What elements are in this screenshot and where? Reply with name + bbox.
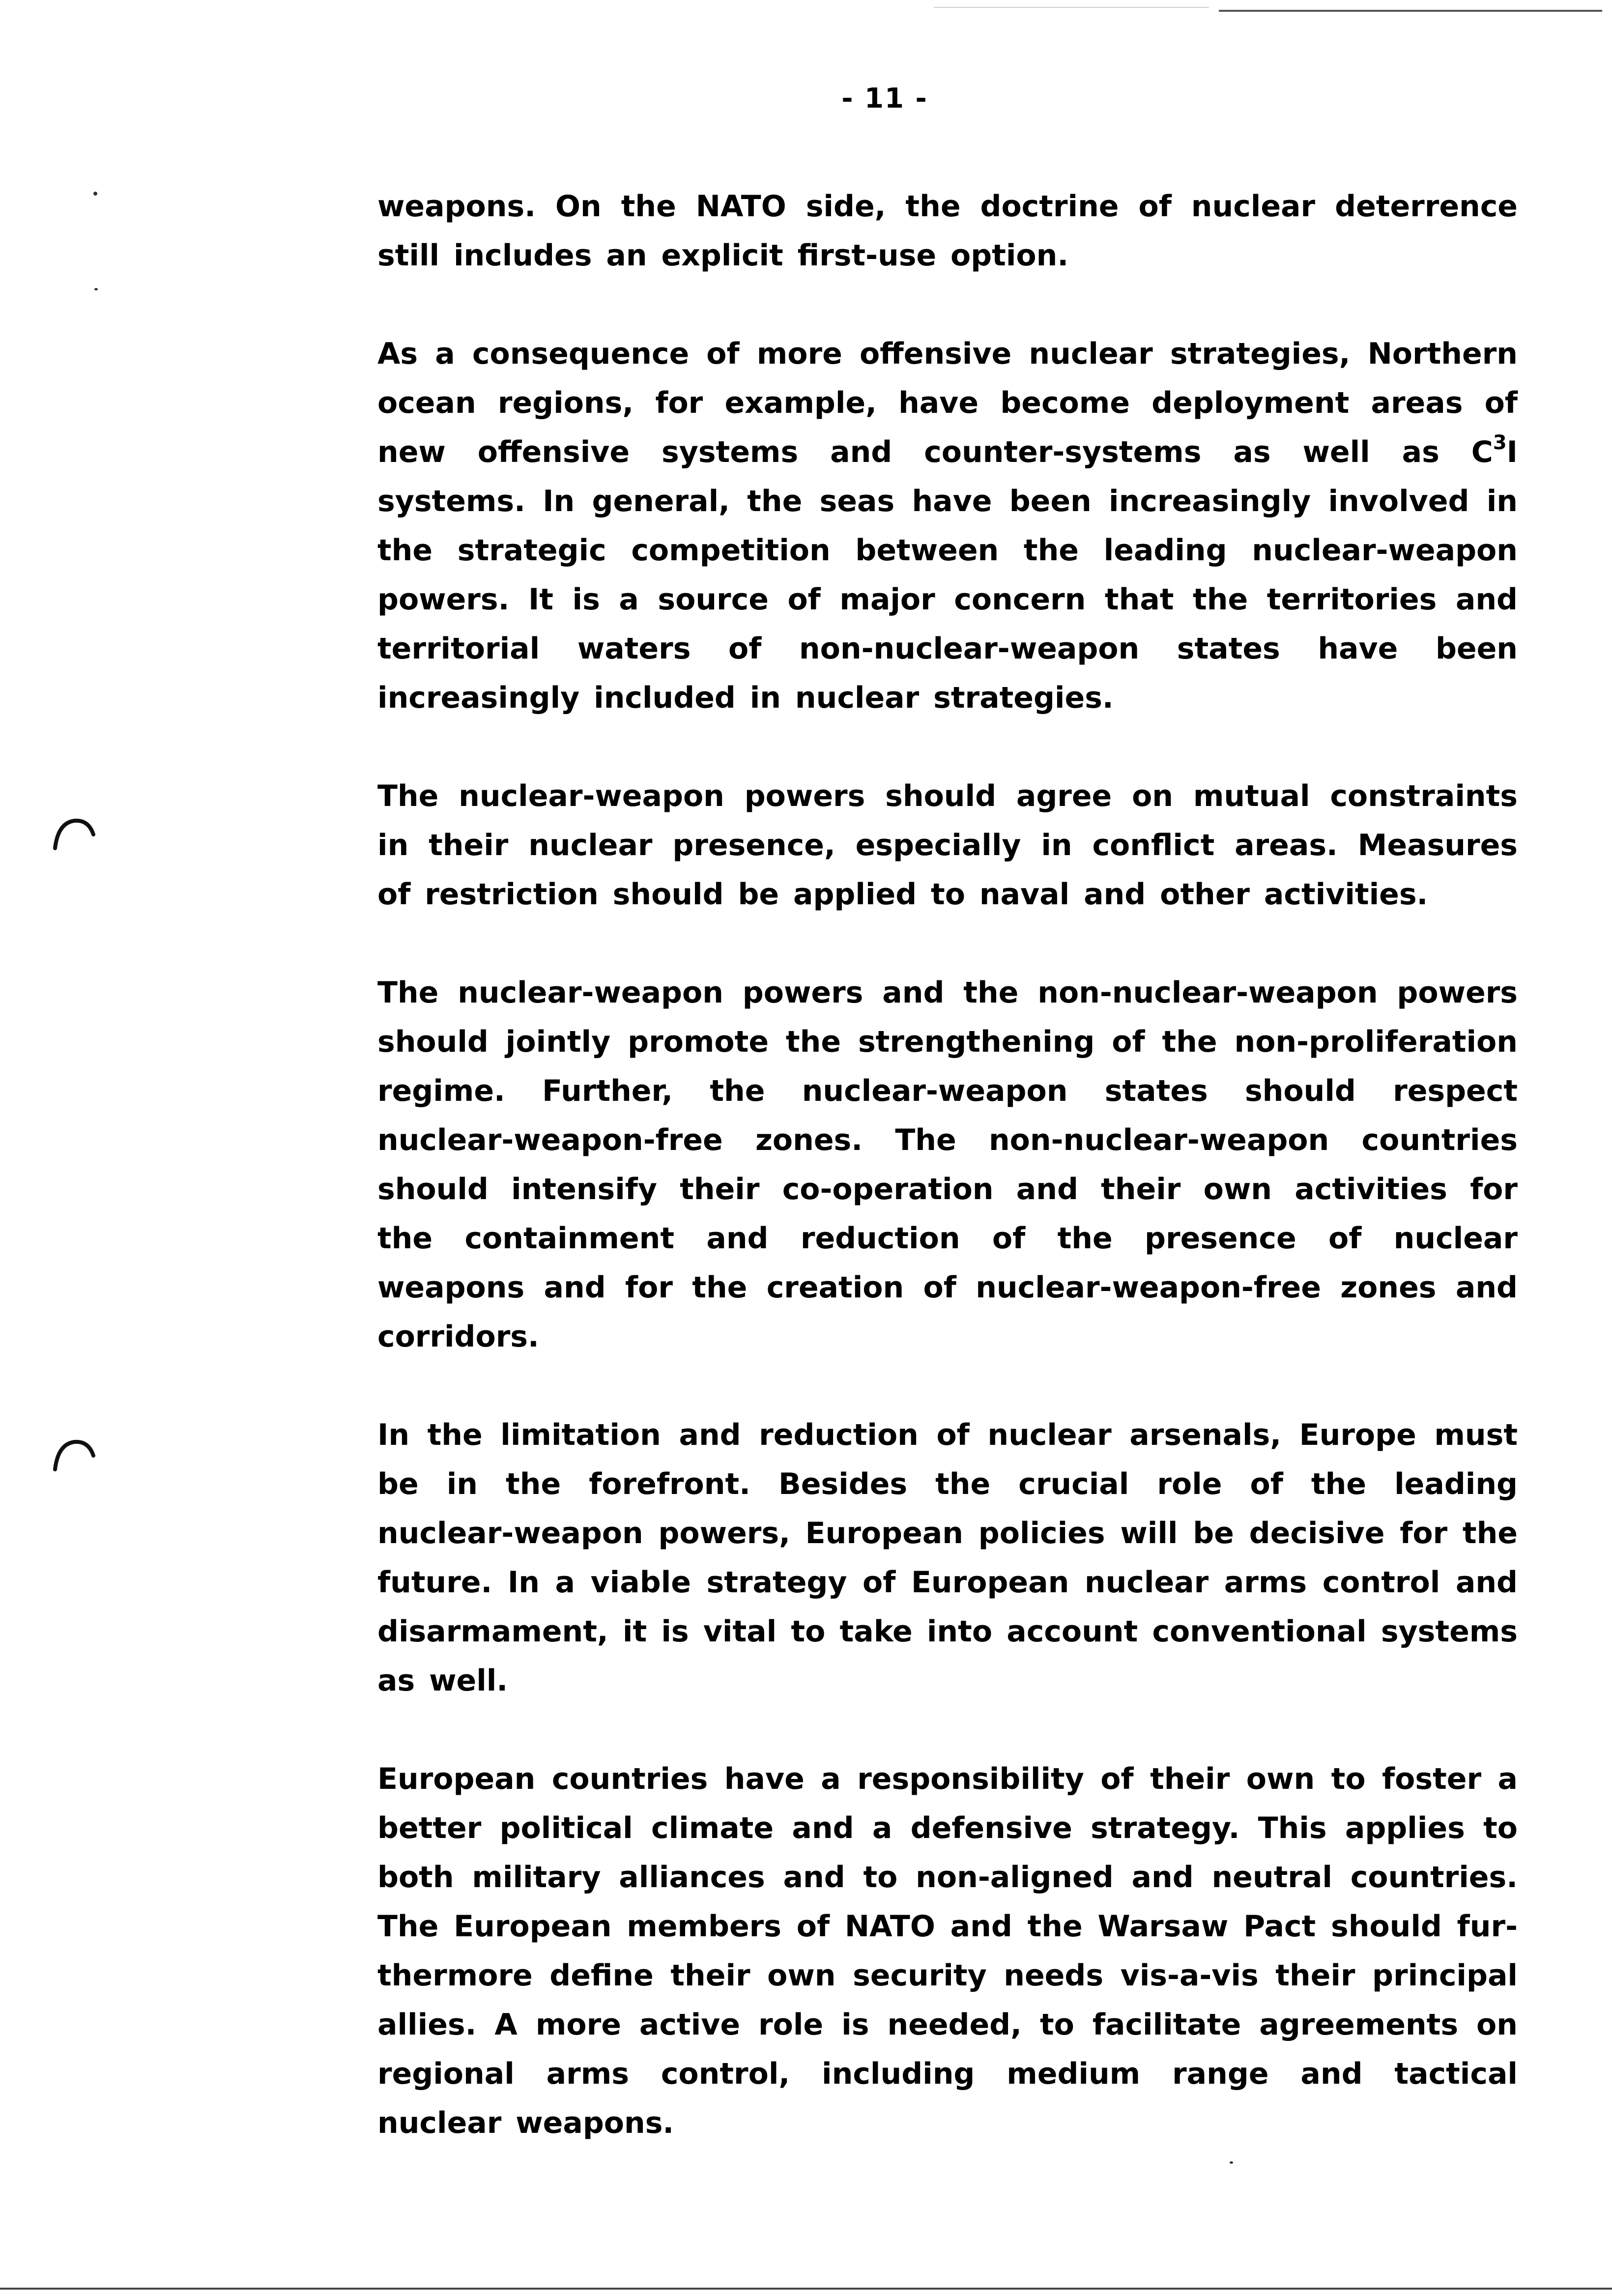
paragraph: European countries have a responsibility of their own to foster a better political climate and a defensive strategy. This applies to both military alliances and to non-aligned and neutral countries. The European members of NATO and the Warsaw Pact should fur-thermore define their own security needs vis-a-vis their principal allies. A more active role is needed, to facilitate agreements on regional arms control, including medium range and tactical nuclear weapons. [377,1762,1518,2140]
paragraph: weapons. On the NATO side, the doctrine of nuclear deterrence still includes an explicit first-use option. [377,189,1518,273]
paragraph [377,329,1518,722]
scan-edge-line [0,2288,1612,2290]
paragraph: The nuclear-weapon powers and the non-nuclear-weapon powers should jointly promote the strengthening of the non-proliferation regime. Further, the nuclear-weapon states should respect nuclear-weapon-free zones. The non-nuclear-weapon countries should intensify their co-operation and their own activities for the containment and reduction of the presence of nuclear weapons and for the creation of nuclear-weapon-free zones and corridors. [377,976,1518,1354]
paragraph: In the limitation and reduction of nuclear arsenals, Europe must be in the forefront. Besides the crucial role of the leading nuclear-weapon powers, European policies will be decisive for the future. In a viable strategy of European nuclear arms control and disarmament, it is vital to take into account conventional systems as well. [377,1418,1518,1698]
paragraph-text: I systems. In general, the seas have been increasingly involved in the strategic competition between the leading nuclear-weapon powers. It is a source of major concern that the territories and territorial waters of non-nuclear-weapon states have been increasingly included in nuclear strategies. [377,435,1518,715]
paragraph: The nuclear-weapon powers should agree on mutual constraints in their nuclear presence, especially in conflict areas. Measures of restriction should be applied to naval and other activities. [377,779,1518,912]
body-text [377,182,1518,2148]
scan-speck [93,192,97,196]
scan-speck [1230,2161,1233,2164]
page-number: - 11 - [841,83,928,115]
binder-hole-mark [51,1434,95,1478]
binder-hole-mark [51,813,95,857]
scan-edge-line [934,7,1209,8]
scan-edge-line [1219,10,1602,12]
scan-speck [94,288,98,290]
paragraph-text: As a consequence of more offensive nuclear strategies, Northern ocean regions, for example, have become deployment areas of new offensive systems and counter-systems as well as C [377,337,1518,469]
superscript: 3 [1493,431,1507,454]
